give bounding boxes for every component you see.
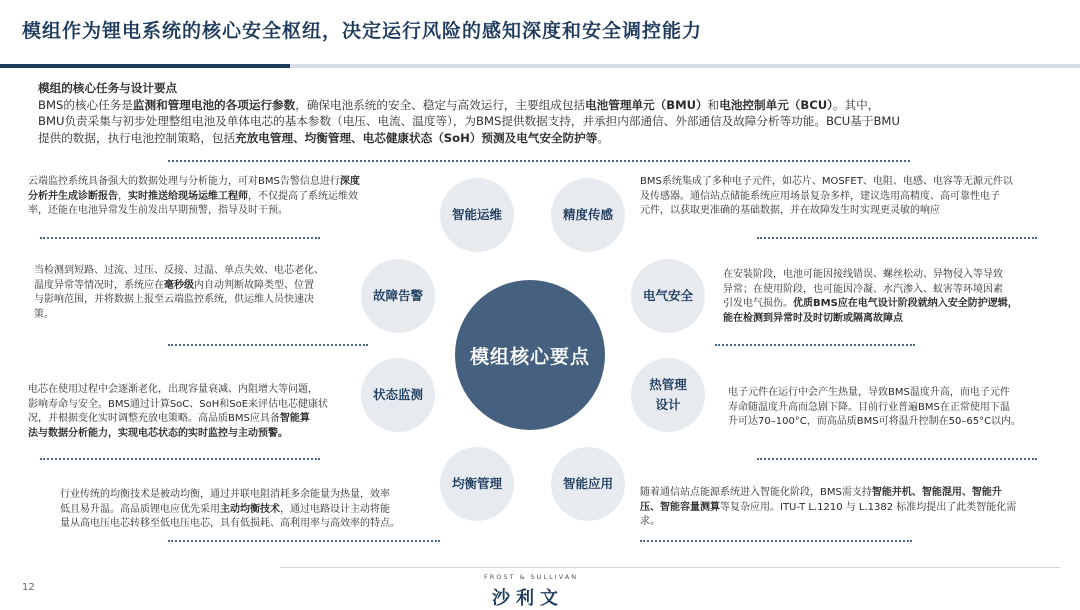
intro-section [38,80,1048,146]
node-status-monitor: 状态监测 [361,358,435,432]
separator-left-upper [40,237,320,239]
text-balance-mgmt [60,488,445,532]
text-line: 随着通信站点能源系统进入智能化阶段，BMS需支持智能并机、智能混用、智能升 [640,487,1002,498]
text-line: BMS系统集成了多种电子元件，如芯片、MOSFET、电阻、电感、电容等无源元件以 [640,176,1013,187]
text-line: 量从高电压电芯转移至低电压电芯，具有低损耗、高利用率与高效率的特点。 [60,518,400,529]
center-core-points: 模组核心要点 [455,280,605,430]
title-underline-accent [0,64,290,68]
text-thermal-mgmt [728,386,1058,430]
text-status-monitor [28,383,353,441]
title-underline [0,64,1080,68]
text-line: 异常；在使用阶段，也可能因冷凝、水汽渗入、蚁害等环境因素 [723,283,1003,295]
text-line: 电子元件在运行中会产生热量，导致BMS温度升高，而电子元件 [728,387,1010,398]
intro-body [38,97,1048,147]
text-line: 提供的数据，执行电池控制策略，包括充放电管理、均衡管理、电芯健康状态（SoH）预测及电气安全防护等。 [38,130,609,145]
text-line: 策。 [34,308,54,320]
text-line: 求。 [640,516,660,527]
intro-heading: 模组的核心任务与设计要点 [38,81,178,95]
node-balance-mgmt: 均衡管理 [440,447,514,521]
text-line: 影响寿命与安全。BMS通过计算SoC、SoH和SoE来评估电芯健康状 [28,398,329,410]
node-electrical-safety: 电气安全 [631,259,705,333]
node-precision-sensing: 精度传感 [551,178,625,252]
text-line: 升可达70–100°C，而高品质BMS可将温升控制在50–65°C以内。 [728,416,1022,427]
text-line: 法与数据分析能力，实现电芯状态的实时监控与主动预警。 [28,427,288,439]
node-smart-ops: 智能运维 [440,178,514,252]
text-line: 况，并根据变化实时调整充放电策略。高品质BMS应具备智能算 [28,413,310,424]
text-line: 压、智能容量测算等复杂应用。ITU-T L.1210 与 L.1382 标准均提出了此类智能化需 [640,501,1017,513]
node-smart-app: 智能应用 [551,447,625,521]
text-line: 在安装阶段，电池可能因接线错误、螺丝松动、异物侵入等导致 [723,269,1003,280]
separator-mid-left [168,344,368,346]
text-line: 温度异常等情况时，系统应在毫秒级内自动判断故障类型、位置 [34,279,314,291]
separator-mid-right [715,344,915,346]
page-title: 模组作为锂电系统的核心安全枢纽，决定运行风险的感知深度和安全调控能力 [22,20,703,42]
text-line: 分析并生成诊断报告，实时推送给现场运维工程师，不仅提高了系统运维效 [28,190,358,202]
page-number: 12 [22,582,35,593]
footer-divider [280,567,1060,568]
text-smart-app [640,486,1050,530]
text-precision-sensing [640,175,1060,219]
text-line: 引发电气损伤。优质BMS应在电气设计阶段就纳入安全防护逻辑， [723,298,1018,309]
separator-bottom-left [168,540,440,542]
text-line: 当检测到短路、过流、过压、反接、过温、单点失效、电芯老化、 [34,265,324,276]
node-thermal-mgmt: 热管理 设计 [631,358,705,432]
text-line: BMU负责采集与初步处理整组电池及单体电芯的基本参数（电压、电流、温度等），为BMS提供数据支持，并承担内部通信、外部通信及故障分析等功能。BCU基于BMU [38,114,900,128]
text-line: 能在检测到异常时及时切断或隔离故障点 [723,312,903,324]
text-line: 云端监控系统具备强大的数据处理与分析能力，可对BMS告警信息进行深度 [28,176,360,187]
text-electrical-safety [723,268,1058,326]
text-line: 率，还能在电池异常发生前发出早期预警，指导及时干预。 [28,205,288,216]
text-line: 元件，以获取更准确的基础数据，并在故障发生时实现更灵敏的响应 [640,205,940,216]
separator-bottom-right [640,540,912,542]
separator-top [168,160,910,162]
text-line: BMS的核心任务是监测和管理电池的各项运行参数，确保电池系统的安全、稳定与高效运行，主要组成包括电池管理单元（BMU）和电池控制单元（BCU）。其中， [38,97,880,112]
text-smart-ops [28,175,413,219]
separator-right-lower [757,458,1037,460]
text-line: 及传感器。通信站点储能系统应用场景复杂多样，建议选用高精度、高可靠性电子 [640,190,1000,202]
text-line: 低且易升温。高品质锂电应优先采用主动均衡技术，通过电路设计主动将能 [60,503,390,515]
logo-shaliwen: 沙利文 [492,588,564,609]
text-line: 与影响范围，并将数据上报至云端监控系统，供运维人员快速决 [34,294,314,305]
node-fault-alarm: 故障告警 [361,259,435,333]
text-line: 行业传统的均衡技术是被动均衡，通过并联电阻消耗多余能量为热量，效率 [60,489,390,500]
text-line: 电芯在使用过程中会逐渐老化，出现容量衰减、内阻增大等问题， [28,384,318,395]
logo-frost-sullivan: FROST & SULLIVAN [484,573,579,581]
text-line: 寿命随温度升高而急剧下降。目前行业普遍BMS在正常使用下温 [728,401,1010,413]
text-fault-alarm [34,264,354,322]
separator-right-upper [757,237,1037,239]
separator-left-lower [40,458,320,460]
